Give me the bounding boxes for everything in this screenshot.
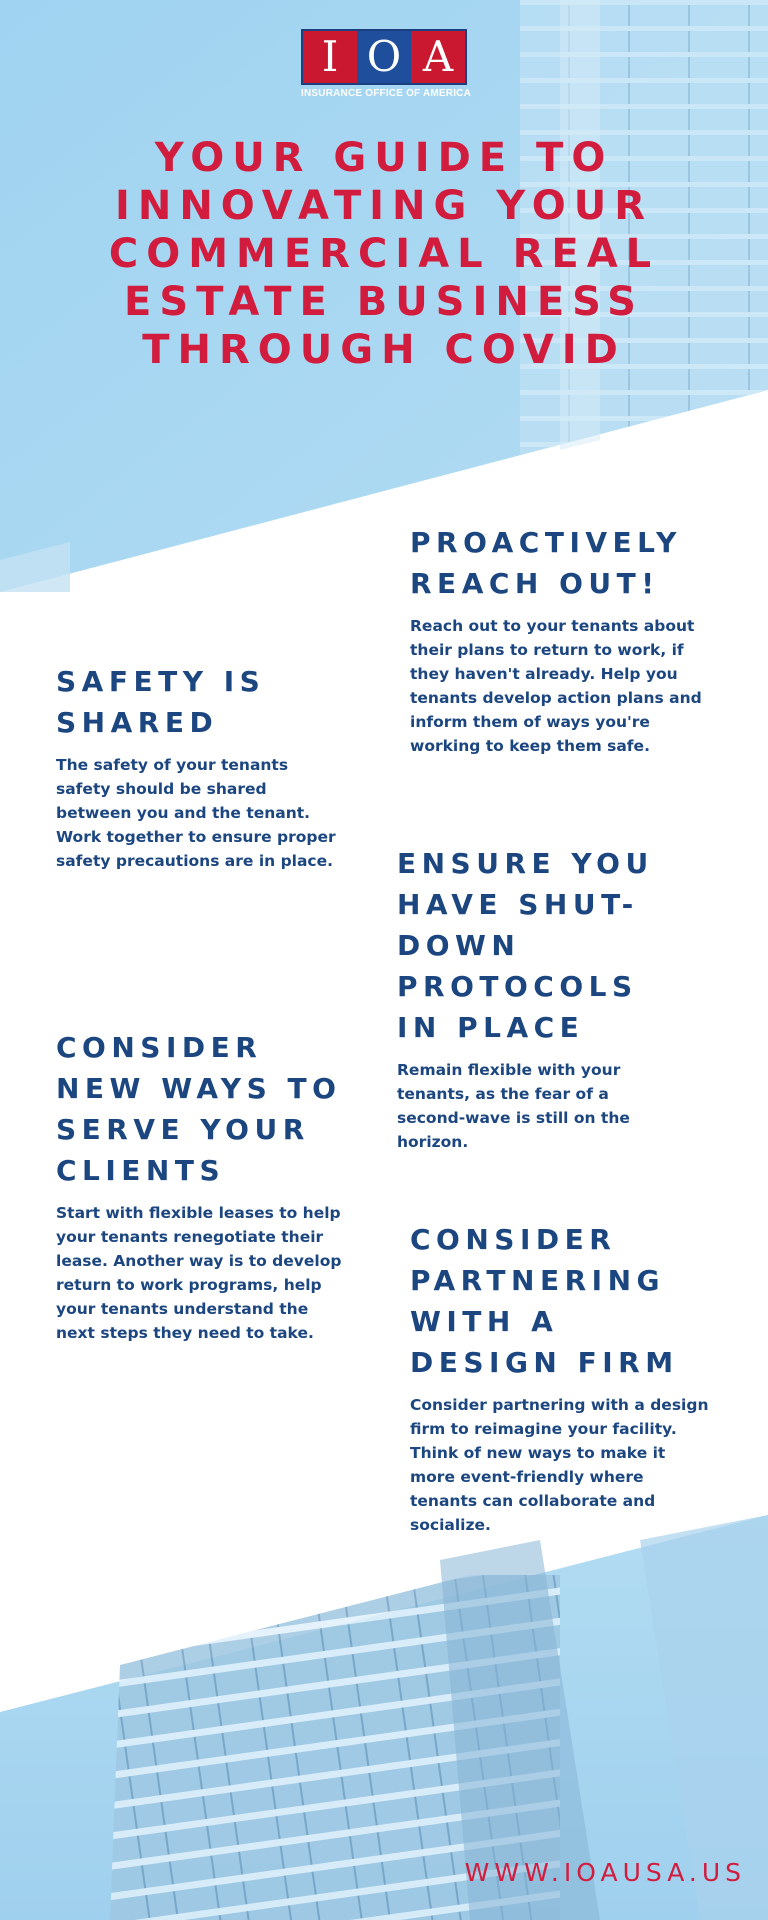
section-shut-down-protocols (397, 843, 677, 1154)
section-proactively-reach-out (410, 522, 710, 758)
section-new-ways-to-serve (56, 1027, 346, 1345)
logo-letter-a: A (411, 31, 465, 83)
website-link[interactable]: WWW.IOAUSA.US (464, 1858, 746, 1887)
logo-letter-o: O (357, 31, 411, 83)
section-heading: SAFETY IS SHARED (56, 665, 266, 739)
section-partnering-design-firm (410, 1219, 710, 1537)
logo-tagline: INSURANCE OFFICE OF AMERICA (301, 88, 472, 99)
section-body: Reach out to your tenants about their plans to return to work, if they haven't already. Help you tenants develop action plans and inform them of ways you're working to keep them safe. (410, 617, 702, 755)
logo-letter-i: I (303, 31, 357, 83)
section-heading: PROACTIVELY REACH OUT! (410, 526, 682, 600)
section-body: Start with flexible leases to help your tenants renegotiate their lease. Another way is to develop return to work programs, help your tenants understand the next steps they need to take. (56, 1204, 342, 1342)
section-safety-is-shared (56, 661, 346, 873)
ioa-logo[interactable] (301, 29, 472, 99)
section-heading: CONSIDER NEW WAYS TO SERVE YOUR CLIENTS (56, 1031, 342, 1187)
page-title: YOUR GUIDE TO INNOVATING YOUR COMMERCIAL REAL ESTATE BUSINESS THROUGH COVID (108, 135, 660, 373)
section-body: The safety of your tenants safety should be shared between you and the tenant. Work together to ensure proper safety precautions are in place. (56, 756, 336, 870)
section-heading: CONSIDER PARTNERING WITH A DESIGN FIRM (410, 1223, 679, 1379)
ioa-logo-mark (301, 29, 467, 85)
section-body: Remain flexible with your tenants, as the fear of a second-wave is still on the horizon. (397, 1061, 630, 1151)
section-heading: ENSURE YOU HAVE SHUT-DOWN PROTOCOLS IN PLACE (397, 847, 654, 1044)
section-body: Consider partnering with a design firm to reimagine your facility. Think of new ways to make it more event-friendly where tenants can collaborate and socialize. (410, 1396, 709, 1534)
